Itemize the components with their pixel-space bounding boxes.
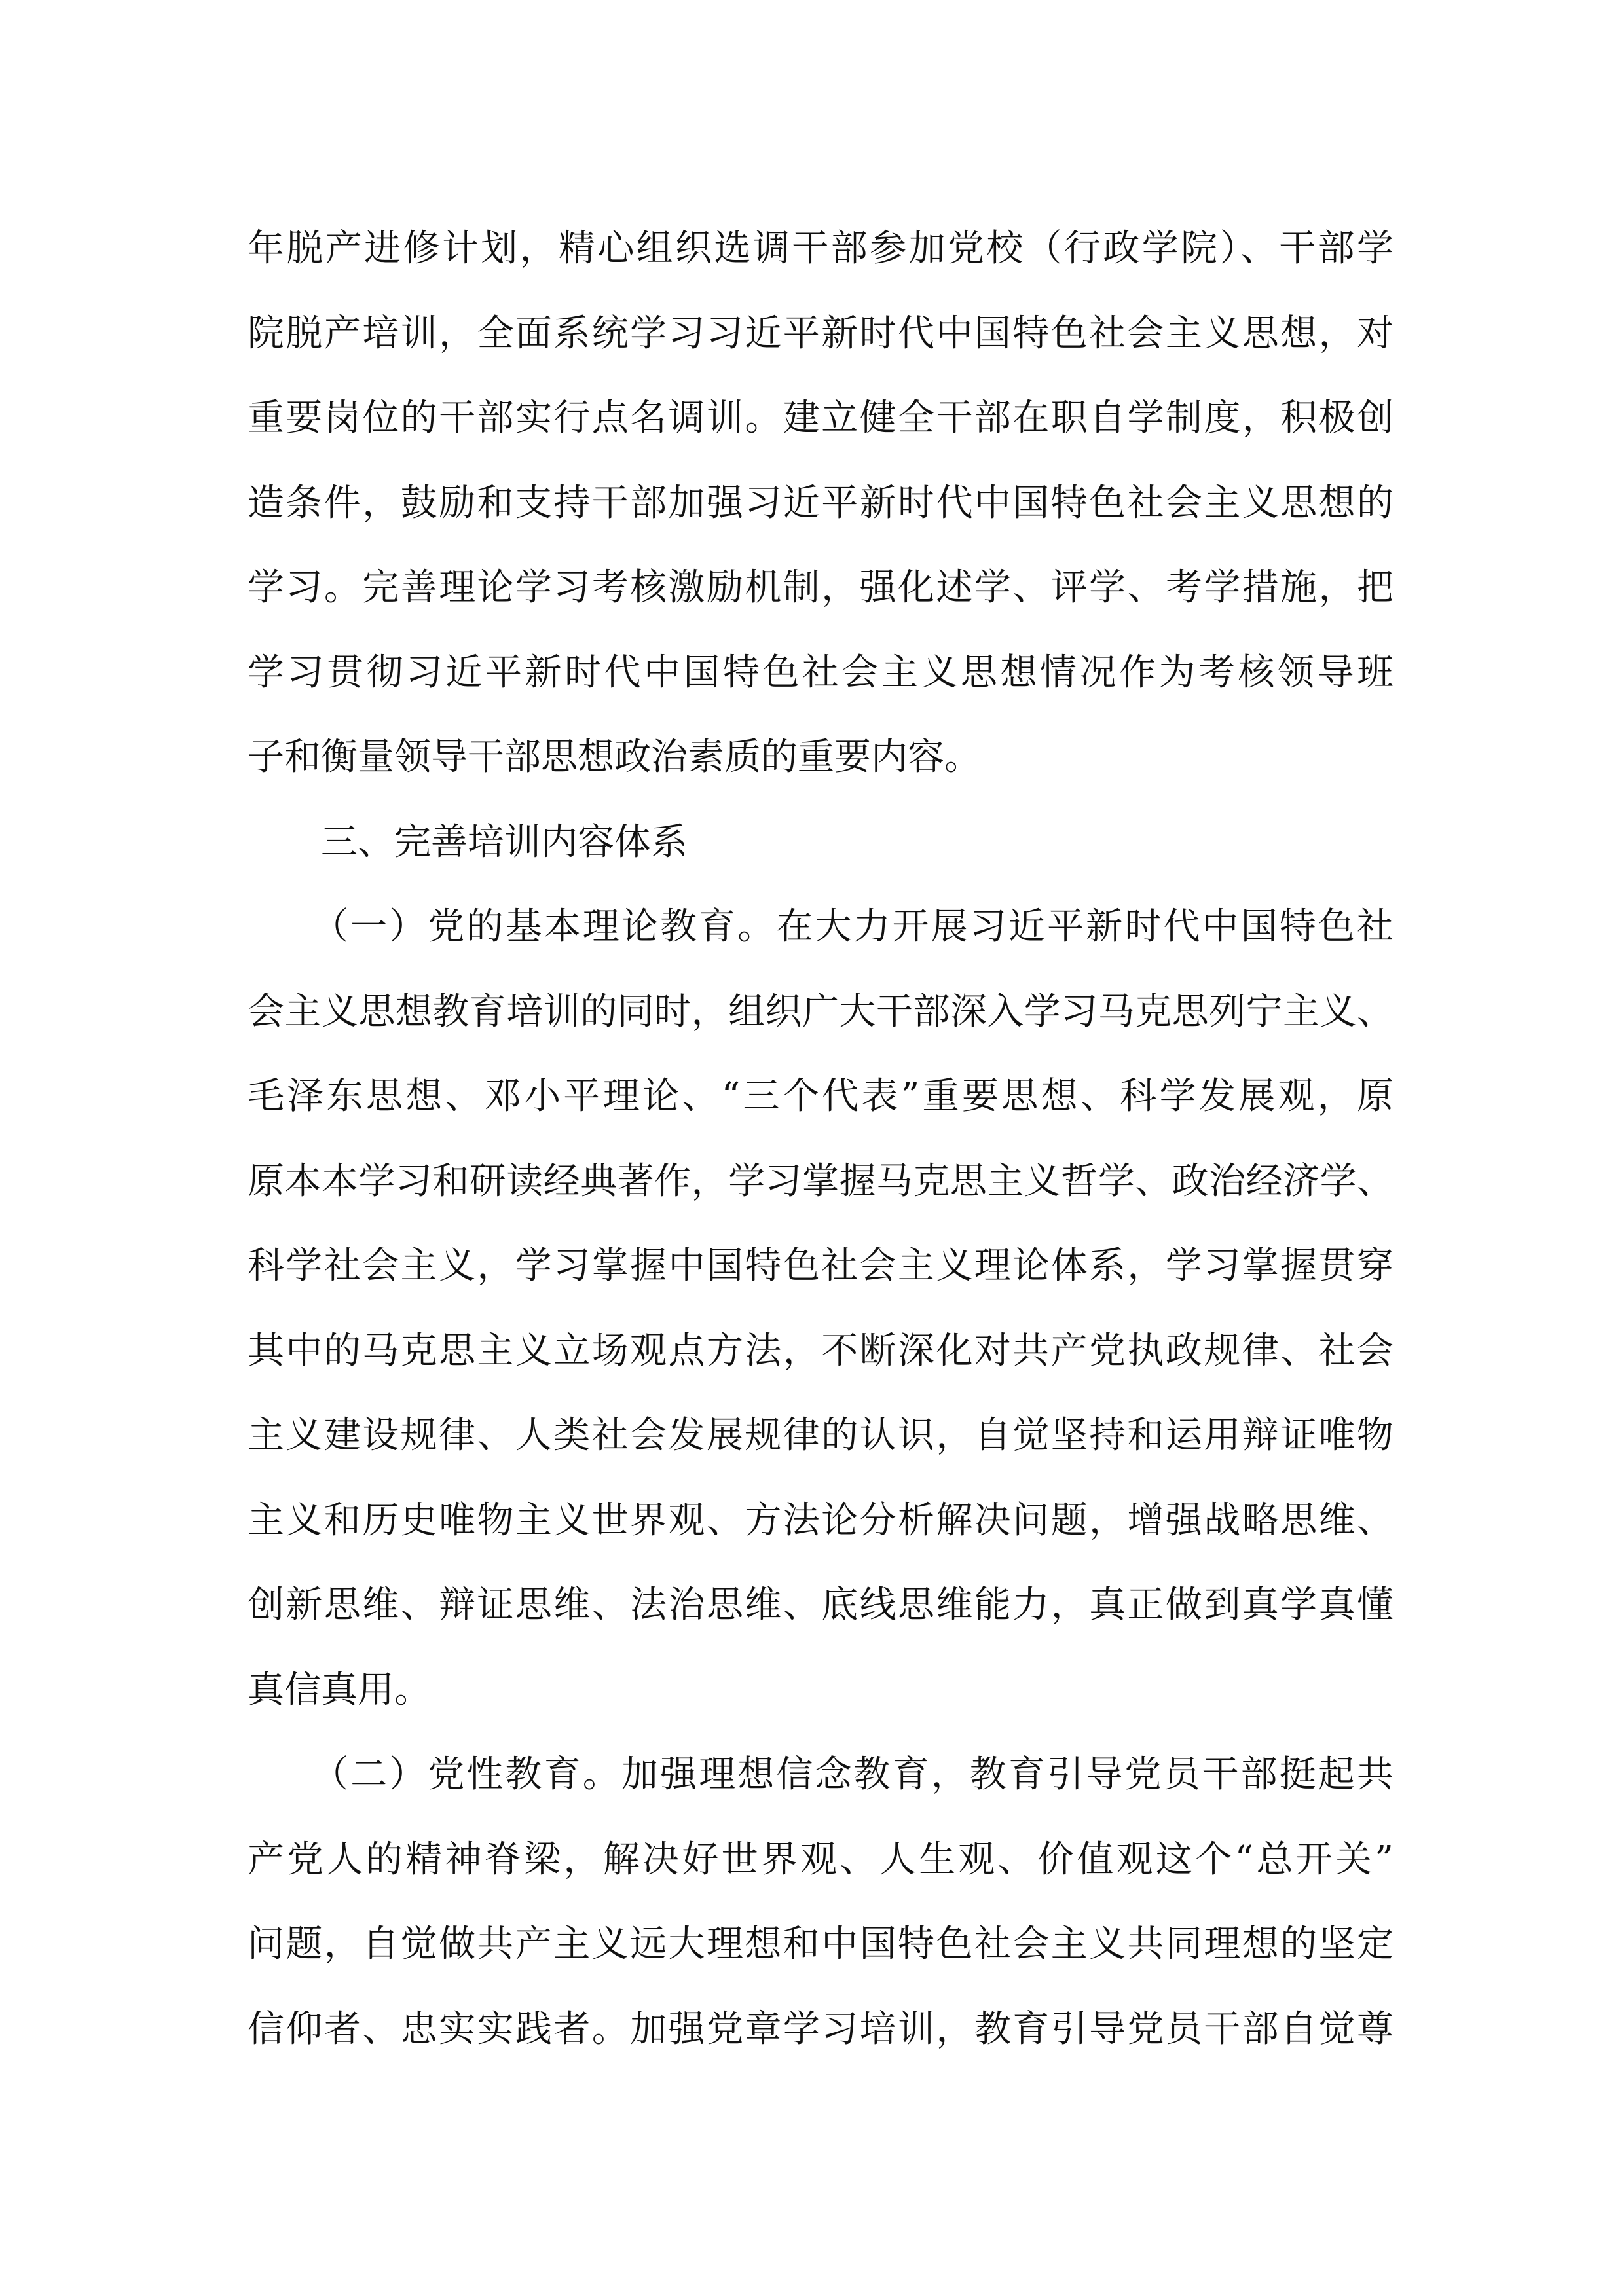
text-line-3: 重要岗位的干部实行点名调训。建立健全干部在职自学制度，积极创 [248, 397, 1393, 439]
text-line-22: 信仰者、忠实实践者。加强党章学习培训，教育引导党员干部自觉尊 [248, 2007, 1393, 2050]
text-line-19: （二）党性教育。加强理想信念教育，教育引导党员干部挺起共 [312, 1753, 1393, 1796]
text-line-20: 产党人的精神脊梁，解决好世界观、人生观、价值观这个“总开关” [248, 1838, 1393, 1881]
text-line-12: 原本本学习和研读经典著作，学习掌握马克思主义哲学、政治经济学、 [248, 1159, 1393, 1203]
text-line-7: 子和衡量领导干部思想政治素质的重要内容。 [248, 736, 981, 778]
text-line-1: 年脱产进修计划，精心组织选调干部参加党校（行政学院）、干部学 [248, 227, 1393, 270]
text-line-5: 学习。完善理论学习考核激励机制，强化述学、评学、考学措施，把 [248, 566, 1393, 609]
text-line-6: 学习贯彻习近平新时代中国特色社会主义思想情况作为考核领导班 [248, 651, 1393, 694]
text-line-18: 真信真用。 [248, 1668, 431, 1711]
text-line-15: 主义建设规律、人类社会发展规律的认识，自觉坚持和运用辩证唯物 [248, 1414, 1393, 1457]
text-line-16: 主义和历史唯物主义世界观、方法论分析解决问题，增强战略思维、 [248, 1499, 1393, 1542]
text-line-4: 造条件，鼓励和支持干部加强习近平新时代中国特色社会主义思想的 [248, 481, 1393, 524]
text-line-17: 创新思维、辩证思维、法治思维、底线思维能力，真正做到真学真懂 [248, 1584, 1393, 1626]
text-line-13: 科学社会主义，学习掌握中国特色社会主义理论体系，学习掌握贯穿 [248, 1245, 1393, 1287]
text-line-2: 院脱产培训，全面系统学习习近平新时代中国特色社会主义思想，对 [248, 312, 1393, 355]
text-line-14: 其中的马克思主义立场观点方法，不断深化对共产党执政规律、社会 [248, 1329, 1393, 1372]
section-heading: 三、完善培训内容体系 [321, 820, 688, 864]
text-line-21: 问题，自觉做共产主义远大理想和中国特色社会主义共同理想的坚定 [248, 1923, 1393, 1965]
text-line-10: 会主义思想教育培训的同时，组织广大干部深入学习马克思列宁主义、 [248, 990, 1393, 1033]
text-line-11: 毛泽东思想、邓小平理论、“三个代表”重要思想、科学发展观，原 [248, 1075, 1393, 1118]
document-body [248, 206, 1393, 2071]
text-line-9: （一）党的基本理论教育。在大力开展习近平新时代中国特色社 [312, 905, 1393, 948]
